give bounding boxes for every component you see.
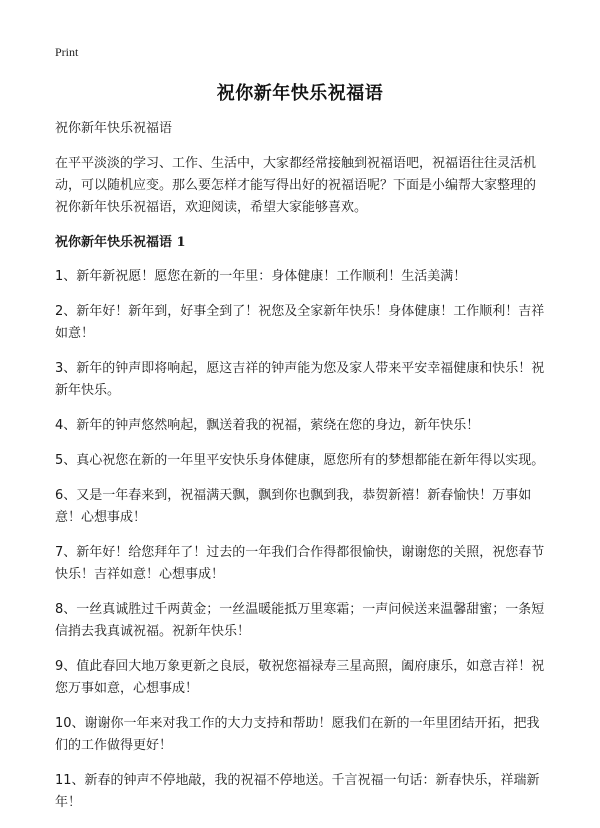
page-title: 祝你新年快乐祝福语 — [216, 83, 384, 104]
section-heading: 祝你新年快乐祝福语 1 — [55, 235, 186, 250]
list-item: 10、谢谢你一年来对我工作的大力支持和帮助！愿我们在新的一年里团结开拓，把我们的工作做得更好！ — [55, 716, 540, 753]
article-body — [55, 118, 547, 827]
article-subtitle: 祝你新年快乐祝福语 — [55, 121, 173, 136]
list-item: 4、新年的钟声悠然响起，飘送着我的祝福，萦绕在您的身边，新年快乐！ — [55, 418, 480, 433]
list-item: 1、新年新祝愿！愿您在新的一年里：身体健康！工作顺利！生活美满！ — [55, 269, 467, 284]
list-item: 5、真心祝您在新的一年里平安快乐身体健康，愿您所有的梦想都能在新年得以实现。 — [55, 453, 545, 468]
print-link[interactable]: Print — [55, 45, 79, 59]
list-item: 8、一丝真诚胜过千两黄金；一丝温暖能抵万里寒霜；一声问候送来温馨甜蜜；一条短信捎去我真诚祝福。祝新年快乐！ — [55, 602, 545, 639]
list-item: 2、新年好！新年到，好事全到了！祝您及全家新年快乐！身体健康！工作顺利！吉祥如意！ — [55, 304, 545, 341]
list-item: 11、新春的钟声不停地敲，我的祝福不停地送。千言祝福一句话：新春快乐，祥瑞新年！ — [55, 773, 540, 810]
list-item: 9、值此春回大地万象更新之良辰，敬祝您福禄寿三星高照，阖府康乐，如意吉祥！祝您万事如意，心想事成！ — [55, 659, 545, 696]
list-item: 7、新年好！给您拜年了！过去的一年我们合作得都很愉快，谢谢您的关照，祝您春节快乐！吉祥如意！心想事成！ — [55, 545, 545, 582]
intro-paragraph: 在平平淡淡的学习、工作、生活中，大家都经常接触到祝福语吧，祝福语往往灵活机动，可以随机应变。那么要怎样才能写得出好的祝福语呢？下面是小编帮大家整理的祝你新年快乐祝福语，欢迎阅读，希望大家能够喜欢。 — [55, 156, 537, 215]
list-item: 6、又是一年春来到，祝福满天飘，飘到你也飘到我，恭贺新禧！新春愉快！万事如意！心想事成！ — [55, 488, 532, 525]
list-item: 3、新年的钟声即将响起，愿这吉祥的钟声能为您及家人带来平安幸福健康和快乐！祝新年快乐。 — [55, 361, 545, 398]
